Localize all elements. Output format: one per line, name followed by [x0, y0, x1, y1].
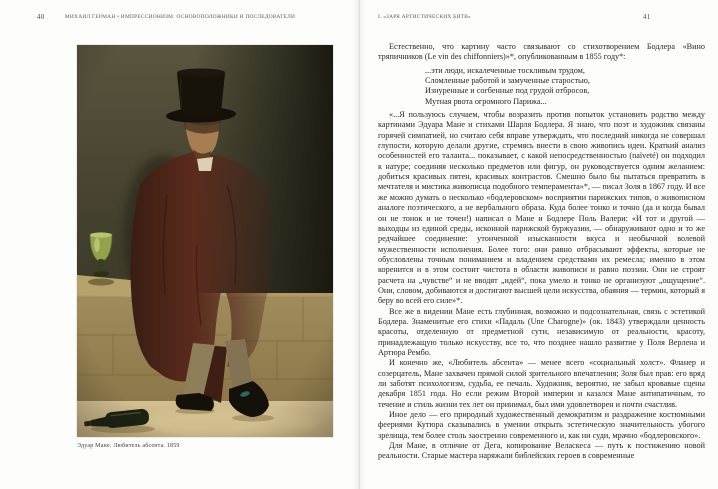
verse-line: Изнуренные и согбенные под грудой отбросов, — [425, 86, 590, 96]
paragraph: «...Я пользуюсь случаем, чтобы возразить против попыток установить родство между картинами Эдуара Мане и стихами Шарля Бодлера. Я знаю, что поэт и художник связаны горячей симпатией, но считаю себя вправе утверждать, что последний никогда не совершал глупости, которую делали другие, стремясь внести в свою живопись идеи. Краткий анализ особенностей его таланта... показывает, с какой непосредственностью (naïveté) он подходил к натуре; соединяя несколько предметов или фигур, он руководствуется одним желанием: добиться красивых пятен, красивых контрастов. Смешно было бы пытаться превратить в мечтателя и мистика живописца подобного темперамента»*, — писал Золя в 1867 году. И все же можно думать о несколько «бодлеровском» восприятии парижских типов, о живописном аналоге поэтического, а не вербального образа. Куда более тонко и точно (да и когда бывал он не тонок и не точен!) написал о Мане и Бодлере Поль Валери: «И тот и другой — выходцы из единой среды, исконной парижской буржуазии, — обнаруживают одно и то же редчайшее соединение: утонченной изысканности вкуса и необычной волевой мужественности исполнения. Более того: они равно отбрасывают эффекты, которые не обусловлены точным пониманием и владением средствами их ремесла; именно в этом коренится и в этом состоит чистота в области живописи и равно поэзии. Они не строят расчета на „чувстве“ и не вводят „идей“, пока умело и тонко не организуют „ощущение“. Они, словом, добиваются и достигают высшей цели искусства, обаяния — термин, который я беру во всей его силе»*. — [378, 110, 705, 306]
verse-line: ...эти люди, искалеченные тоскливым трудом, — [425, 65, 585, 75]
body-text-column — [378, 42, 705, 462]
verse-line: Мутная рвота огромного Парижа... — [425, 96, 547, 106]
painting-canvas — [77, 45, 333, 437]
paragraph: И конечно же, «Любитель абсента» — менее всего «социальный холст». Фланер и созерцатель, Мане захвачен прямой силой зрительного впечатления; Золя был прав: его вряд ли заботят психологизм, судьба, ее печаль. Художник, вероятно, не забыл кровавые сцены декабря 1851 года. Но если режим Второй империи и казался Мане антипатичным, то течение и стиль жизни тех лет он принимал, был ими удовлетворен и почти счастлив. — [378, 358, 705, 409]
right-page-number: 41 — [643, 13, 651, 21]
painting-caption: Эдуар Мане. Любитель абсента. 1859 — [77, 443, 180, 449]
painting-vignette — [77, 45, 333, 437]
paragraph: Все же в видении Мане есть глубинная, возможно и подсознательная, связь с эстетикой Бодлера. Знаменитые его стихи «Падаль (Une Charogne)» (ок. 1843) утверждали ценность красоты, отделенную от предметной сути, независимую от реальности, красоту, принадлежащую только искусству, все то, что позднее нашло развитие у Поля Верлена и Артюра Рембо. — [378, 306, 705, 357]
paragraph: Естественно, что картину часто связывают со стихотворением Бодлера «Вино тряпичников (Le vin des chiffonniers)»*, опубликованным в 1855 году*: — [378, 42, 705, 62]
left-page-number: 40 — [37, 13, 45, 21]
left-running-title: МИХАИЛ ГЕРМАН • ИМПРЕССИОНИЗМ. ОСНОВОПОЛОЖНИКИ И ПОСЛЕДОВАТЕЛИ — [64, 14, 296, 20]
paragraph: Для Мане, в отличие от Дега, копирование Веласкеса — путь к постижению новой реальности. Старые мастера наряжали библейских героев в современные — [378, 441, 705, 461]
verse-block — [425, 66, 705, 107]
verse-line: Сломленные работой и замученные старостью, — [425, 76, 590, 86]
right-running-title: I. «ЗАРЯ АРТИСТИЧЕСКИХ БИТВ» — [378, 14, 471, 20]
paragraph: Иное дело — его природный художественный демократизм и раздражение костюмными феериями Кутюра сказывались в умении открыть эстетическую значительность убогого зрелища, тем более столь заостренно современного и, как ни суди, мрачно «бодлеровского». — [378, 410, 705, 440]
painting-absinthe-drinker — [77, 45, 333, 437]
page-gutter-line — [359, 0, 360, 489]
